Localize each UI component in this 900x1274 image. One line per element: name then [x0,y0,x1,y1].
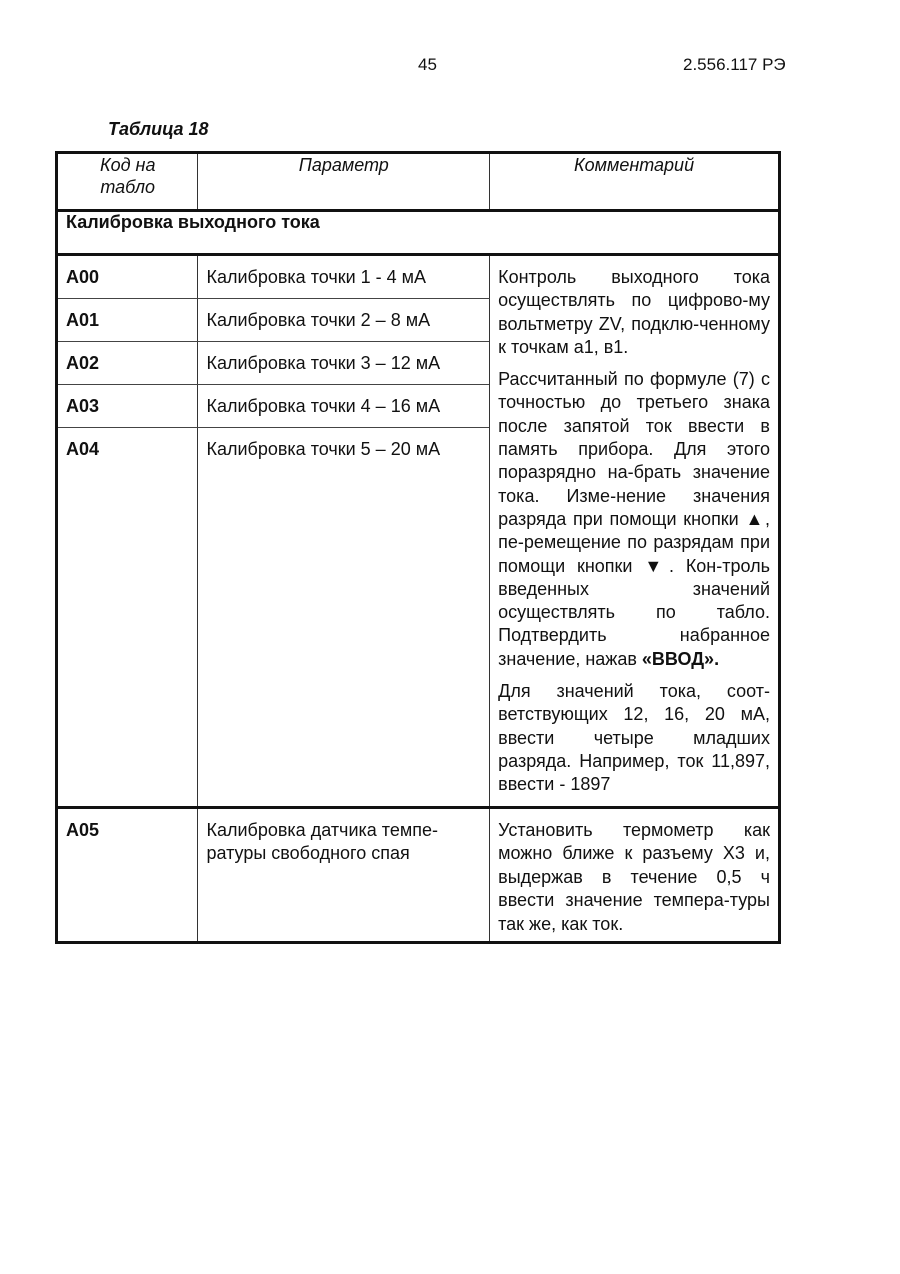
row-comment: Установить термометр как можно ближе к разъему X3 и, выдержав в течение 0,5 ч ввести значение темпера-туры так же, как ток. [490,807,780,942]
row-parameter: Калибровка точки 1 - 4 мА [198,255,490,299]
table-caption: Таблица 18 [108,119,209,139]
document-code: 2.556.117 РЭ [683,55,786,74]
row-code: A03 [57,385,198,428]
column-header-parameter: Параметр [198,153,490,211]
column-header-code [57,153,198,211]
table-header-row [57,153,780,211]
section-title: Калибровка выходного тока [57,211,780,255]
row-code: A00 [57,255,198,299]
calibration-table [55,151,781,944]
comment-paragraph-2 [498,368,770,671]
comment-paragraph-1: Контроль выходного тока осуществлять по цифрово-му вольтметру ZV, подклю-ченному к точкам а1, в1. [498,267,770,357]
table-row-a05 [57,807,780,942]
column-header-code-line1: Код на [99,155,156,175]
page-number: 45 [418,55,437,74]
row-parameter: Калибровка точки 2 – 8 мА [198,299,490,342]
row-parameter: Калибровка точки 3 – 12 мА [198,342,490,385]
enter-key-label: «ВВОД». [641,648,720,669]
table-row [57,255,780,299]
section-row [57,211,780,255]
row-code: A02 [57,342,198,385]
column-header-code-line2: табло [100,177,156,197]
group-comment [490,255,780,808]
row-code: A05 [57,807,198,942]
row-code: A01 [57,299,198,342]
comment-paragraph-3: Для значений тока, соот-ветствующих 12, 16, 20 мА, ввести четыре младших разряда. Например, ток 11,897, ввести - 1897 [498,681,770,795]
row-parameter: Калибровка датчика темпе-ратуры свободного спая [198,807,490,942]
column-header-comment: Комментарий [490,153,780,211]
row-code: A04 [57,428,198,808]
row-parameter: Калибровка точки 4 – 16 мА [198,385,490,428]
row-parameter: Калибровка точки 5 – 20 мА [198,428,490,808]
comment-paragraph-2-text: Рассчитанный по формуле (7) с точностью до третьего знака после запятой ток ввести в память прибора. Для этого поразрядно на-брать значение тока. Изме-нение значения разряда при помощи кнопки ▲, пе-ремещение по разрядам при помощи кнопки ▼. Кон-троль введенных значений осуществлять по табло. Подтвердить набранное значение, нажав [498,369,770,669]
